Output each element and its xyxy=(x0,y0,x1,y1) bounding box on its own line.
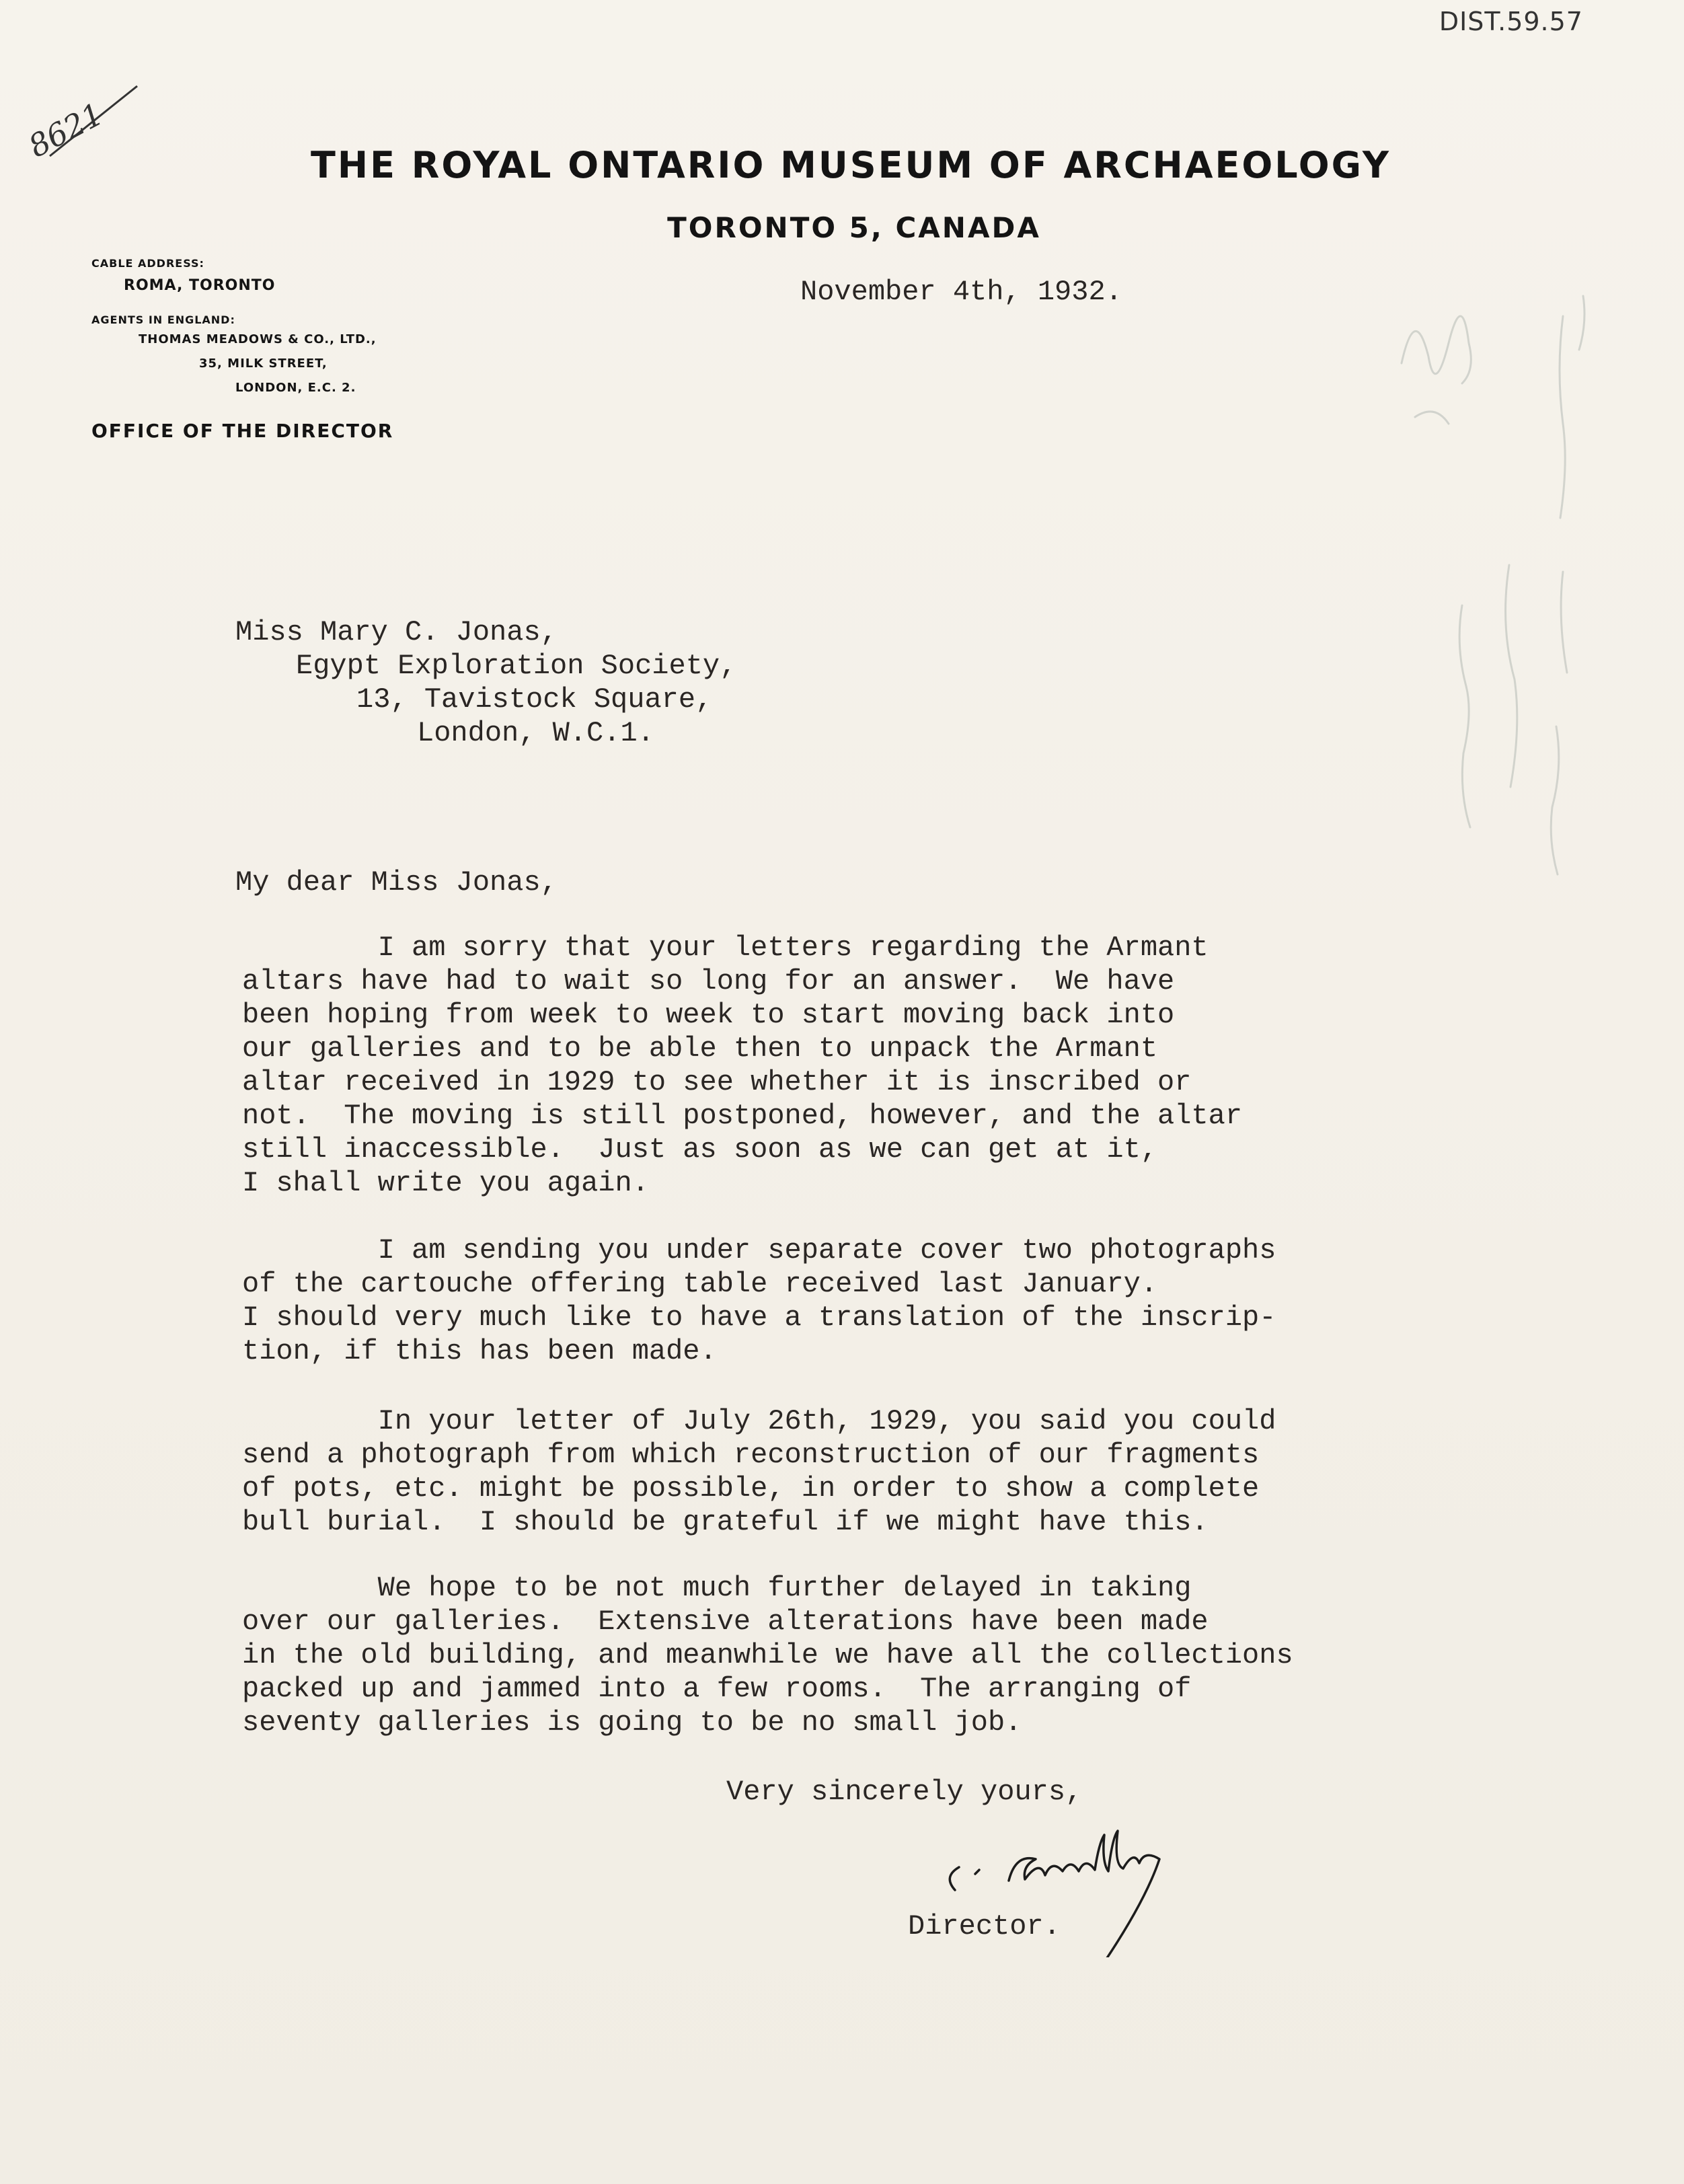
body-line: bull burial. I should be grateful if we might have this. xyxy=(242,1506,1209,1538)
body-line: not. The moving is still postponed, however, and the altar xyxy=(242,1100,1243,1132)
recipient-street: 13, Tavistock Square, xyxy=(356,683,713,716)
body-line: in the old building, and meanwhile we have all the collections xyxy=(242,1639,1293,1671)
body-line: seventy galleries is going to be no small job. xyxy=(242,1706,1022,1739)
body-line: our galleries and to be able then to unpack the Armant xyxy=(242,1032,1158,1065)
body-line: of pots, etc. might be possible, in order to show a complete xyxy=(242,1472,1260,1505)
body-line: altars have had to wait so long for an answer. We have xyxy=(242,965,1175,997)
cable-address-value: ROMA, TORONTO xyxy=(124,277,276,294)
letter-date: November 4th, 1932. xyxy=(800,276,1122,308)
body-line: still inaccessible. Just as soon as we can get at it, xyxy=(242,1133,1158,1166)
body-paragraph-3 xyxy=(242,1404,1520,1539)
body-line: packed up and jammed into a few rooms. The arranging of xyxy=(242,1673,1192,1705)
body-line: altar received in 1929 to see whether it is inscribed or xyxy=(242,1066,1192,1098)
body-line: been hoping from week to week to start moving back into xyxy=(242,999,1175,1031)
recipient-name: Miss Mary C. Jonas, xyxy=(235,616,558,648)
handwritten-number: 8621 xyxy=(23,96,110,165)
body-line: I am sorry that your letters regarding the Armant xyxy=(242,932,1209,964)
institution-name: THE ROYAL ONTARIO MUSEUM OF ARCHAEOLOGY xyxy=(311,144,1391,186)
signer-title: Director. xyxy=(908,1910,1061,1943)
agents-street: 35, MILK STREET, xyxy=(199,356,328,371)
body-line: I shall write you again. xyxy=(242,1167,649,1199)
institution-city: TORONTO 5, CANADA xyxy=(667,211,1041,244)
body-paragraph-1 xyxy=(242,931,1520,1200)
agents-name: THOMAS MEADOWS & CO., LTD., xyxy=(139,332,377,346)
salutation: My dear Miss Jonas, xyxy=(235,866,558,899)
closing: Very sincerely yours, xyxy=(726,1776,1083,1808)
body-line: I am sending you under separate cover two photographs xyxy=(242,1234,1276,1267)
archive-reference: DIST.59.57 xyxy=(1439,7,1583,36)
body-line: I should very much like to have a translation of the inscrip- xyxy=(242,1302,1276,1334)
body-line: over our galleries. Extensive alterations have been made xyxy=(242,1606,1209,1638)
body-paragraph-4 xyxy=(242,1571,1520,1739)
body-line: In your letter of July 26th, 1929, you said you could xyxy=(242,1405,1276,1437)
handwritten-number-mark xyxy=(23,81,151,168)
body-line: send a photograph from which reconstruction of our fragments xyxy=(242,1439,1260,1471)
faint-pencil-notes xyxy=(1361,256,1657,942)
recipient-organization: Egypt Exploration Society, xyxy=(296,650,737,682)
recipient-city: London, W.C.1. xyxy=(417,717,654,749)
body-paragraph-2 xyxy=(242,1234,1520,1368)
cable-address-label: CABLE ADDRESS: xyxy=(91,257,204,270)
agents-label: AGENTS IN ENGLAND: xyxy=(91,313,235,326)
agents-city: LONDON, E.C. 2. xyxy=(235,381,356,395)
body-line: tion, if this has been made. xyxy=(242,1335,717,1367)
office-of-director: OFFICE OF THE DIRECTOR xyxy=(91,420,394,442)
body-line: We hope to be not much further delayed in taking xyxy=(242,1572,1192,1604)
body-line: of the cartouche offering table received last January. xyxy=(242,1268,1158,1300)
